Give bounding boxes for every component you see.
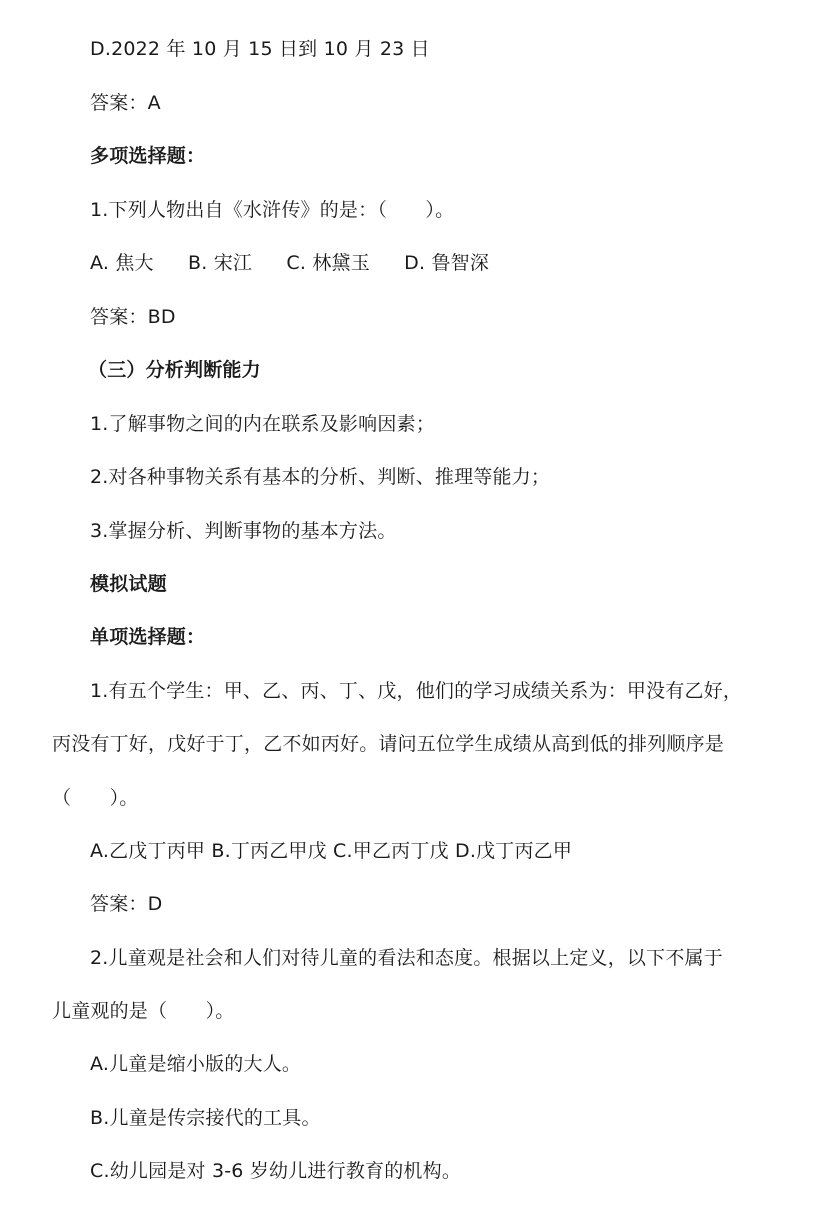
- option-a: A. 焦大: [90, 252, 154, 274]
- section-heading-multiple-choice: 多项选择题：: [90, 145, 206, 167]
- question-1-line-1: 1.有五个学生：甲、乙、丙、丁、戊，他们的学习成绩关系为：甲没有乙好，: [90, 680, 743, 702]
- option-c: C. 林黛玉: [286, 252, 370, 274]
- list-item: 3.掌握分析、判断事物的基本方法。: [90, 520, 397, 542]
- option-d-date-range: D.2022 年 10 月 15 日到 10 月 23 日: [90, 38, 430, 60]
- section-heading-single-choice: 单项选择题：: [90, 626, 206, 648]
- question-1-line-3: （ ）。: [52, 787, 139, 809]
- option-d: D. 鲁智深: [404, 252, 490, 274]
- question-1-shuihu: 1.下列人物出自《水浒传》的是：（ ）。: [90, 199, 455, 221]
- question-2-line-1: 2.儿童观是社会和人们对待儿童的看法和态度。根据以上定义，以下不属于: [90, 947, 723, 969]
- question-2-option-c: C.幼儿园是对 3-6 岁幼儿进行教育的机构。: [90, 1160, 462, 1182]
- answer-line: 答案：D: [90, 893, 163, 915]
- question-2-option-a: A.儿童是缩小版的大人。: [90, 1053, 302, 1075]
- answer-line: 答案：BD: [90, 306, 176, 328]
- question-2-option-b: B.儿童是传宗接代的工具。: [90, 1107, 321, 1129]
- list-item: 1.了解事物之间的内在联系及影响因素；: [90, 413, 435, 435]
- question-2-line-2: 儿童观的是（ ）。: [52, 1000, 235, 1022]
- question-1-line-2: 丙没有丁好，戊好于丁，乙不如丙好。请问五位学生成绩从高到低的排列顺序是: [52, 733, 725, 755]
- question-1-options: A.乙戊丁丙甲 B.丁丙乙甲戊 C.甲乙丙丁戊 D.戊丁丙乙甲: [90, 840, 573, 862]
- options-row: [0, 250, 818, 276]
- section-heading-analysis: （三）分析判断能力: [88, 359, 261, 381]
- list-item: 2.对各种事物关系有基本的分析、判断、推理等能力；: [90, 466, 551, 488]
- section-heading-mock-test: 模拟试题: [90, 573, 167, 595]
- option-b: B. 宋江: [188, 252, 253, 274]
- answer-line: 答案：A: [90, 92, 161, 114]
